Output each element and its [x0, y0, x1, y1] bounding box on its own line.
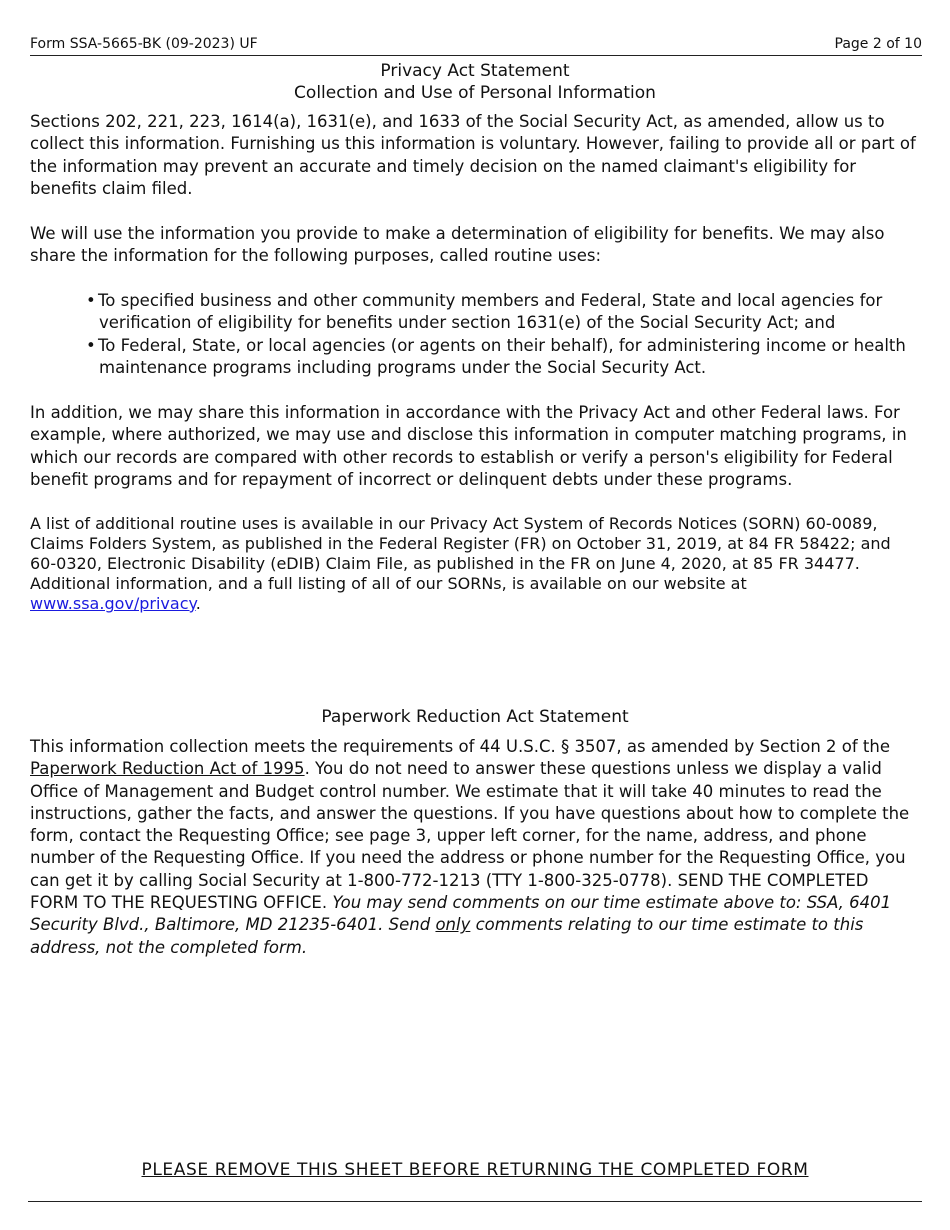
bullet-text-line1: To Federal, State, or local agencies (or agents on their behalf), for administering income or health [98, 336, 906, 355]
privacy-act-title: Privacy Act Statement [380, 61, 570, 81]
paperwork-text-2: . You do not need to answer these questions unless we display a valid Office of Management and Budget control number. We estimate that it will take 40 minutes to read the instructions, gather the facts, and answer the questions. If you have questions about how to complete the form, contact the Requesting Office; see page 3, upper left corner, for the name, address, and phone number of the Requesting Office. If you need the address or phone number for the Requesting Office, you can get it by calling Social Security at 1-800-772-1213 (TTY 1-800-325-0778). SEND THE COMPLETED FORM TO THE REQUESTING OFFICE. [30, 759, 910, 913]
sorn-period: . [195, 594, 201, 613]
bullet-text-line1: To specified business and other community members and Federal, State and local agencies for [98, 291, 883, 310]
bullet-text-line2: maintenance programs including programs under the Social Security Act. [99, 358, 707, 378]
comments-text-1: You may send comments on our time estimate above to: SSA, 6401 Security Blvd., Baltimore, MD 21235-6401. Send [30, 893, 892, 935]
sorn-text: A list of additional routine uses is available in our Privacy Act System of Records Notices (SORN) 60-0089, Claims Folders System, as published in the Federal Register (FR) on October 31, 2019, at 84 FR 58422; and 60-0320, Electronic Disability (eDIB) Claim File, as published in the FR on June 4, 2020, at 85 FR 34477. Additional information, and a full listing of all of our SORNs, is available on our website at [30, 514, 891, 593]
bullet-icon: • [86, 336, 96, 355]
page-number: Page 2 of 10 [834, 36, 922, 52]
privacy-paragraph-sorn [30, 514, 918, 614]
comments-text-2: comments relating to our time estimate to this address, not the completed form. [30, 915, 864, 957]
privacy-paragraph-uses: We will use the information you provide to make a determination of eligibility for benefits. We may also share the information for the following purposes, called routine uses: [30, 224, 885, 266]
form-identifier: Form SSA-5665-BK (09-2023) UF [30, 36, 258, 52]
privacy-act-subtitle: Collection and Use of Personal Information [294, 83, 656, 103]
footer-divider [28, 1201, 922, 1202]
routine-use-item [86, 290, 918, 335]
paperwork-act-name: Paperwork Reduction Act of 1995 [30, 759, 305, 779]
remove-sheet-text: PLEASE REMOVE THIS SHEET BEFORE RETURNING THE COMPLETED FORM [141, 1160, 809, 1180]
privacy-paragraph-authority: Sections 202, 221, 223, 1614(a), 1631(e), and 1633 of the Social Security Act, as amended, allow us to collect this information. Furnishing us this information is voluntary. However, failing to provide all or part of the information may prevent an accurate and timely decision on the named claimant's eligibility for benefits claim filed. [30, 112, 916, 198]
page-header [30, 35, 922, 56]
privacy-website-link[interactable]: www.ssa.gov/privacy [30, 594, 196, 613]
bullet-text-line2: verification of eligibility for benefits under section 1631(e) of the Social Security Act; and [99, 313, 836, 333]
routine-use-item [86, 335, 918, 380]
remove-sheet-notice [0, 1160, 950, 1180]
comments-only-emphasis: only [435, 915, 471, 935]
privacy-paragraph-disclosure: In addition, we may share this information in accordance with the Privacy Act and other Federal laws. For example, where authorized, we may use and disclose this information in computer matching programs, in which our records are compared with other records to establish or verify a person's eligibility for Federal benefit programs and for repayment of incorrect or delinquent debts under these programs. [30, 403, 907, 489]
paperwork-act-title: Paperwork Reduction Act Statement [321, 707, 629, 727]
bullet-icon: • [86, 291, 96, 310]
paperwork-text-1: This information collection meets the requirements of 44 U.S.C. § 3507, as amended by Section 2 of the [30, 737, 891, 756]
paperwork-paragraph [30, 736, 918, 959]
